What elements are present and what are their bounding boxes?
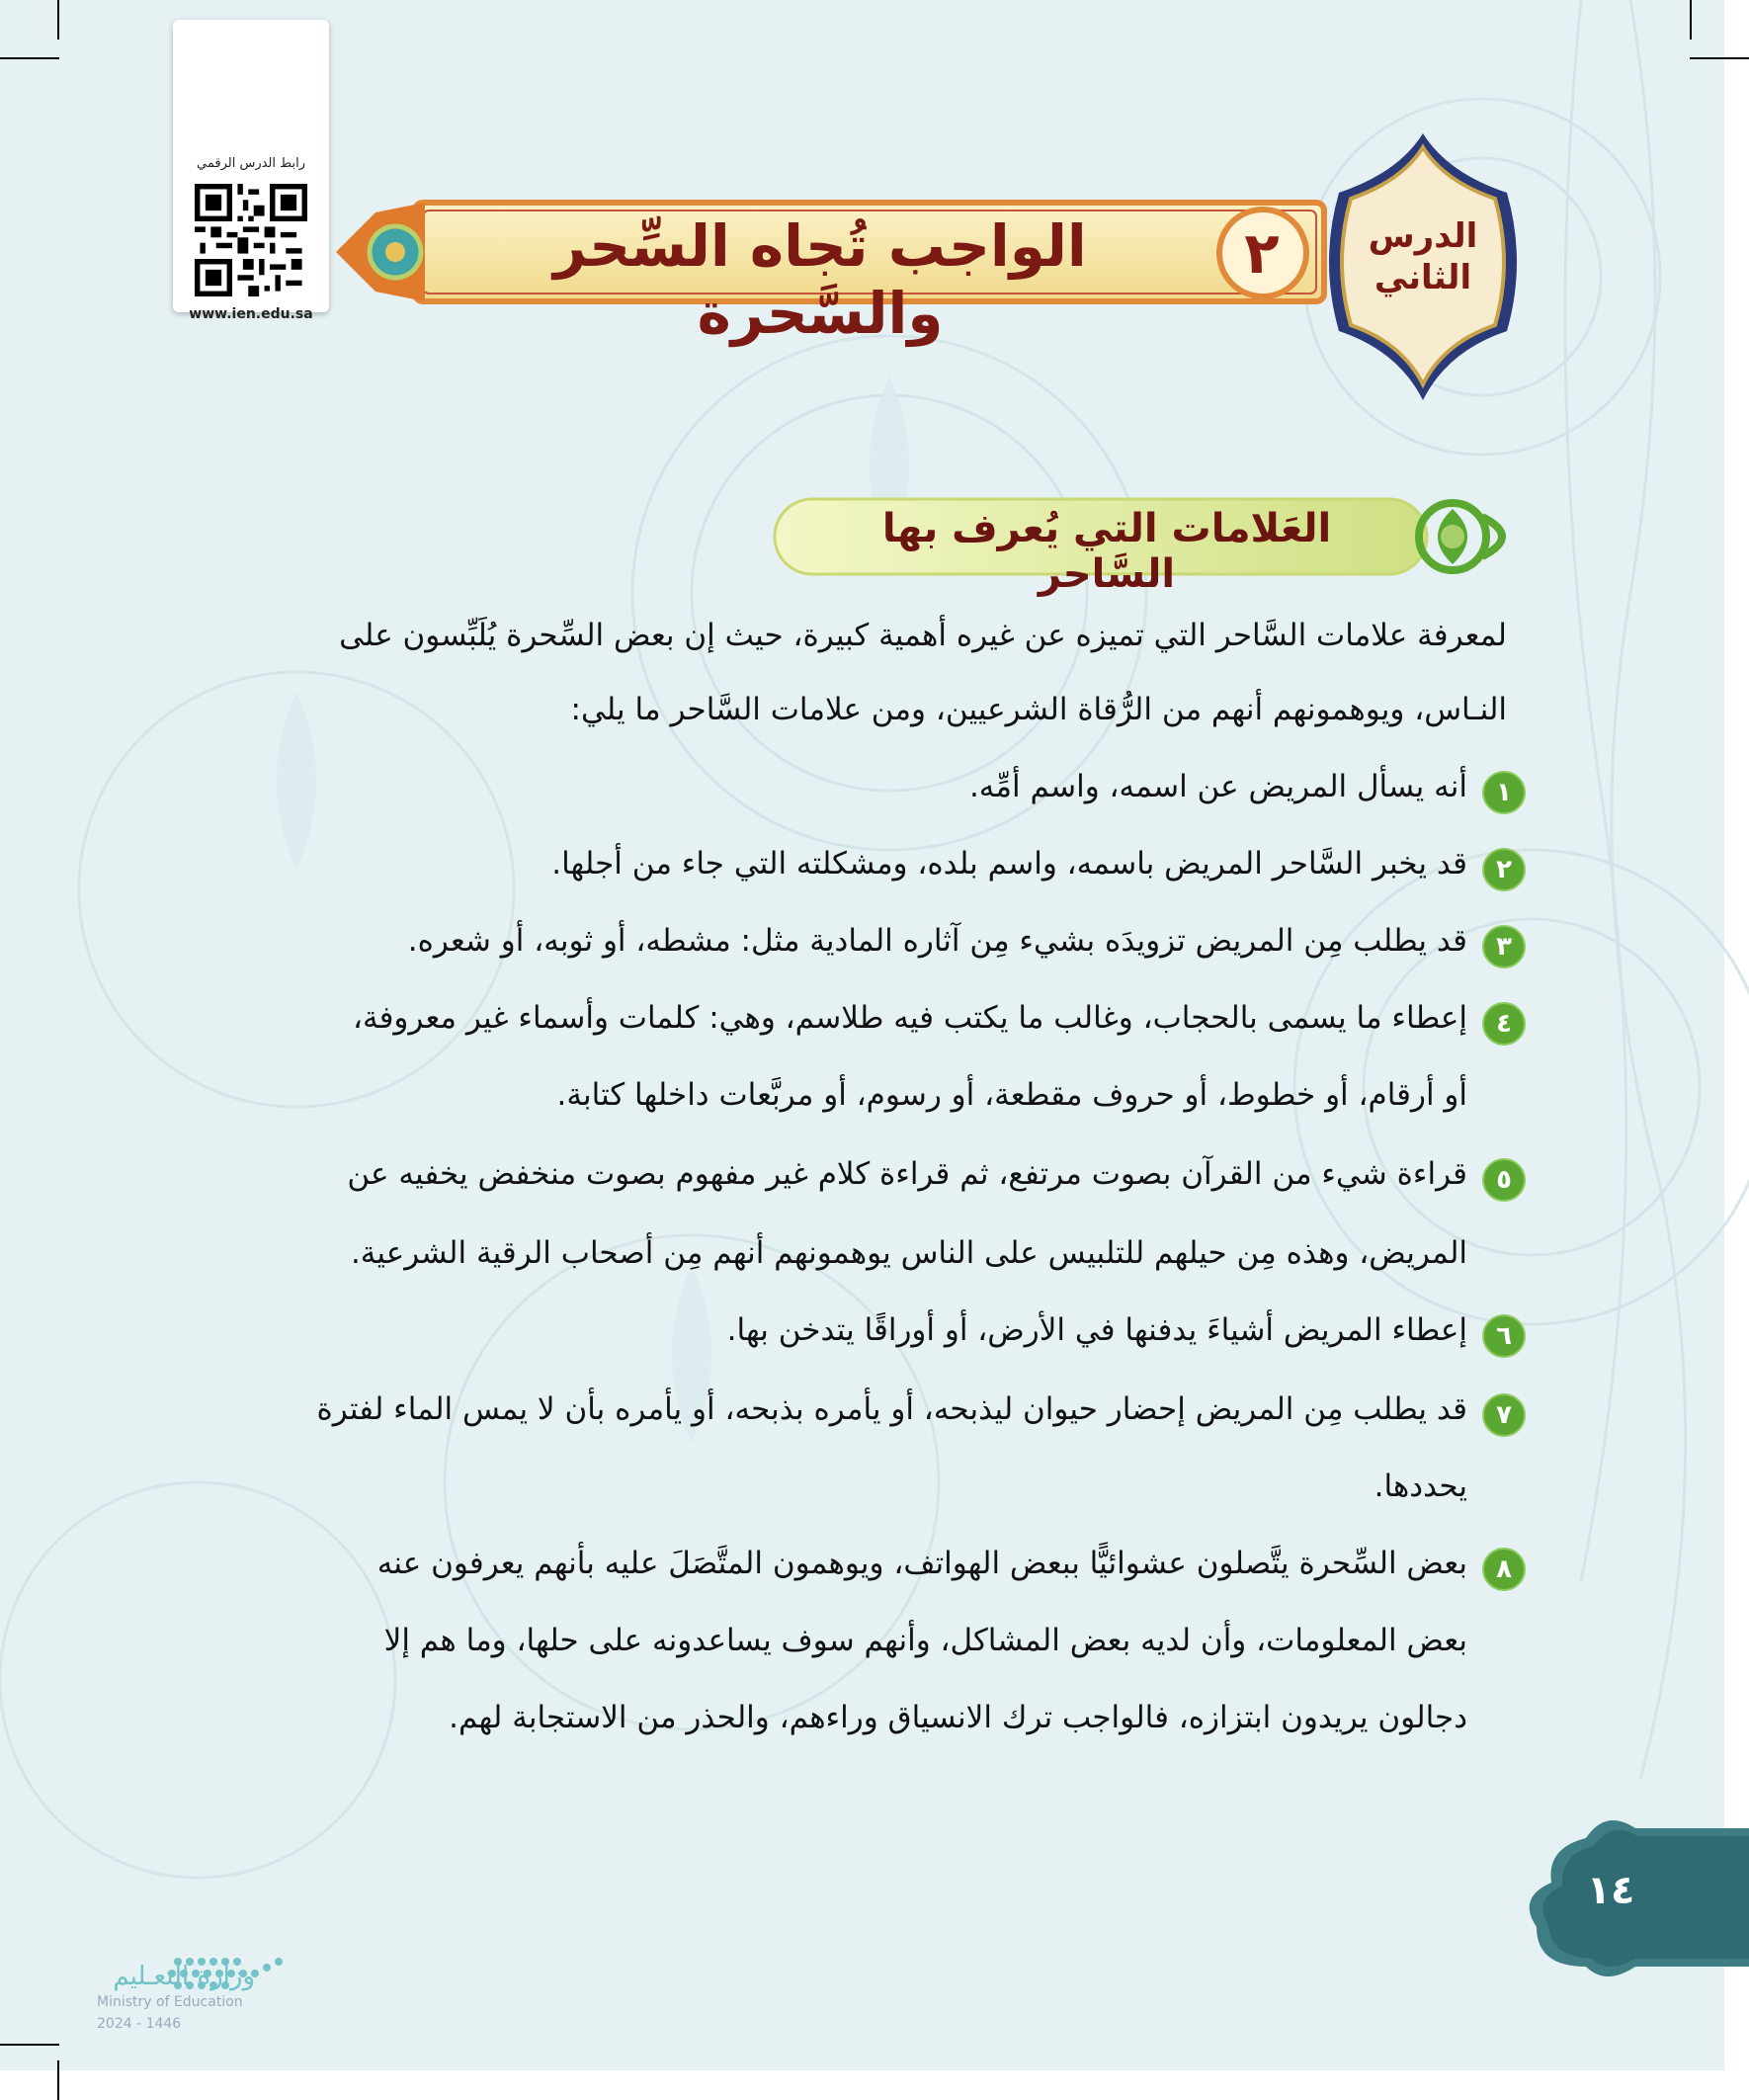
crop-mark (0, 2044, 59, 2046)
item-number-badge: ٧ (1482, 1393, 1526, 1437)
qr-url[interactable]: www.ien.edu.sa (189, 306, 313, 322)
crop-mark (0, 57, 59, 59)
ministry-name-arabic: وزارة التعـليم (113, 1962, 255, 1991)
list-item-line: إعطاء المريض أشياءَ يدفنها في الأرض، أو أوراقًا يتدخن بها. (726, 1312, 1467, 1348)
list-item-line: قد يطلب مِن المريض إحضار حيوان ليذبحه، أو يأمره بذبحه، أو يأمره بأن لا يمس الماء لفترة (316, 1391, 1467, 1427)
list-item-line: دجالون يريدون ابتزازه، فالواجب ترك الانسياق وراءهم، والحذر من الاستجابة لهم. (449, 1700, 1467, 1735)
list-item-line: قراءة شيء من القرآن بصوت مرتفع، ثم قراءة كلام غير مفهوم بصوت منخفض يخفيه عن (347, 1156, 1467, 1192)
section-heading: العَلامات التي يُعرف بها السَّاحر (881, 506, 1332, 597)
item-number-badge: ٤ (1482, 1002, 1526, 1046)
list-item-line: قد يطلب مِن المريض تزويدَه بشيء مِن آثاره المادية مثل: مشطه، أو ثوبه، أو شعره. (407, 923, 1467, 959)
list-item-line: أنه يسأل المريض عن اسمه، واسم أمِّه. (968, 769, 1467, 804)
lesson-number: ٢ (1244, 219, 1280, 287)
qr-card[interactable] (173, 20, 329, 322)
crop-mark (1690, 57, 1749, 59)
item-number-badge: ٨ (1482, 1548, 1526, 1591)
list-item-line: إعطاء ما يسمى بالحجاب، وغالب ما يكتب فيه طلاسم، وهي: كلمات وأسماء غير معروفة، (352, 1000, 1467, 1036)
item-number-badge: ٢ (1482, 848, 1526, 891)
item-number-badge: ١ (1482, 771, 1526, 814)
qr-code-icon[interactable] (195, 184, 307, 296)
list-item-line: بعض السِّحرة يتَّصلون عشوائيًّا ببعض الهواتف، ويوهمون المتَّصَلَ عليه بأنهم يعرفون عنه (376, 1546, 1467, 1581)
page-number: ١٤ (1586, 1868, 1635, 1913)
intro-line-2: النـاس، ويوهمونهم أنهم من الرُّقاة الشرعيين، ومن علامات السَّاحر ما يلي: (570, 692, 1507, 727)
list-item-line: قد يخبر السَّاحر المريض باسمه، واسم بلده، ومشكلته التي جاء من أجلها. (551, 846, 1467, 882)
intro-line-1: لمعرفة علامات السَّاحر التي تميزه عن غيره أهمية كبيرة، حيث إن بعض السِّحرة يُلَبِّسون على (339, 618, 1507, 653)
list-item-line: المريض، وهذه مِن حيلهم للتلبيس على الناس يوهمونهم أنهم مِن أصحاب الرقية الشرعية. (350, 1235, 1467, 1271)
ministry-name-english: Ministry of Education (97, 1994, 243, 2010)
item-number-badge: ٥ (1482, 1158, 1526, 1202)
qr-caption: رابط الدرس الرقمي (197, 156, 305, 171)
item-number-badge: ٣ (1482, 925, 1526, 968)
list-item-line: يحددها. (1374, 1469, 1467, 1504)
item-number-badge: ٦ (1482, 1314, 1526, 1358)
list-item-line: أو أرقام، أو خطوط، أو حروف مقطعة، أو رسوم، أو مربَّعات داخلها كتابة. (556, 1077, 1467, 1113)
lesson-label: الدرس الثاني (1368, 216, 1478, 297)
list-item-line: بعض المعلومات، وأن لديه بعض المشاكل، وأنهم سوف يساعدونه على حلها، وما هم إلا (383, 1623, 1467, 1658)
crop-mark (57, 2060, 59, 2100)
crop-mark (57, 0, 59, 40)
lesson-title: الواجب تُجاه السِّحر والسَّحرة (553, 212, 1087, 347)
crop-mark (1690, 0, 1692, 40)
ministry-year: 2024 - 1446 (97, 2016, 182, 2032)
